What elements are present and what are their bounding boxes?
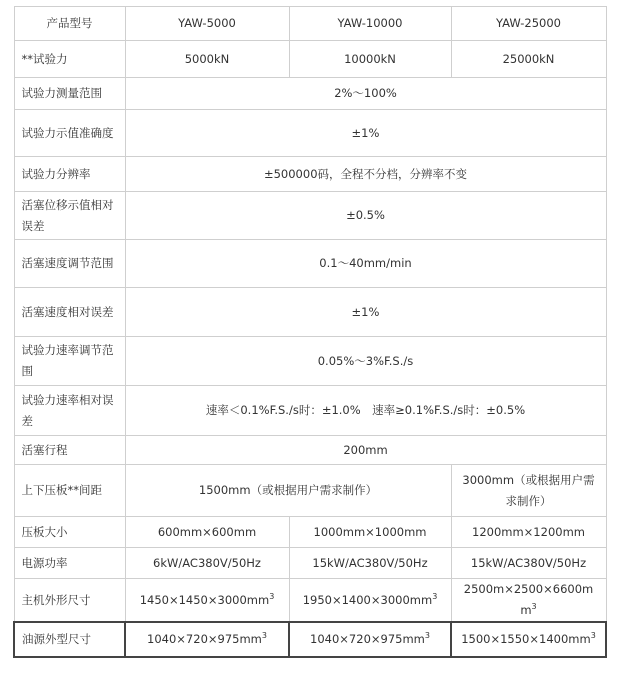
value-cell: 600mm×600mm — [125, 517, 289, 548]
value-text: 1950×1400×3000mm — [302, 592, 433, 607]
table-row — [14, 436, 606, 465]
table-row — [14, 240, 606, 288]
table-row — [14, 7, 606, 41]
value-cell — [289, 579, 451, 623]
model-header-cell: YAW-10000 — [289, 7, 451, 41]
value-cell: ±0.5% — [125, 192, 606, 240]
value-cell: 15kW/AC380V/50Hz — [289, 548, 451, 579]
value-text: 1040×720×975mm — [147, 632, 262, 646]
unit-exponent: 3 — [261, 631, 267, 641]
value-cell: 200mm — [125, 436, 606, 465]
row-label-cell: 试验力分辨率 — [14, 157, 125, 192]
row-label-cell: 试验力速率相对误差 — [14, 386, 125, 436]
table-row — [14, 465, 606, 517]
value-cell: 6kW/AC380V/50Hz — [125, 548, 289, 579]
value-text: 1500×1550×1400mm — [461, 632, 591, 646]
value-cell — [451, 579, 606, 623]
model-header-cell: YAW-25000 — [451, 7, 606, 41]
table-row — [14, 288, 606, 337]
row-label-cell: 油源外型尺寸 — [14, 622, 125, 657]
row-label-cell: 活塞速度相对误差 — [14, 288, 125, 337]
unit-exponent: 3 — [432, 591, 438, 601]
row-label-cell: 主机外形尺寸 — [14, 579, 125, 623]
spec-table-container — [13, 6, 605, 658]
value-text: 2500m×2500×6600mm — [463, 582, 594, 617]
spec-table — [13, 6, 607, 658]
value-cell: 0.1～40mm/min — [125, 240, 606, 288]
row-label-cell: 活塞位移示值相对误差 — [14, 192, 125, 240]
table-row — [14, 157, 606, 192]
header-label-cell: 产品型号 — [14, 7, 125, 41]
table-row — [14, 337, 606, 386]
value-cell: 1000mm×1000mm — [289, 517, 451, 548]
table-row — [14, 622, 606, 657]
value-cell: 3000mm（或根据用户需求制作） — [451, 465, 606, 517]
table-row — [14, 110, 606, 157]
unit-exponent: 3 — [269, 591, 275, 601]
value-text: 1450×1450×3000mm — [139, 592, 270, 607]
value-cell: 25000kN — [451, 41, 606, 78]
row-label-cell: 电源功率 — [14, 548, 125, 579]
row-label-cell: 压板大小 — [14, 517, 125, 548]
value-cell: 5000kN — [125, 41, 289, 78]
value-text: 1040×720×975mm — [310, 632, 425, 646]
value-cell — [125, 579, 289, 623]
row-label-cell: 试验力示值准确度 — [14, 110, 125, 157]
table-row — [14, 41, 606, 78]
unit-exponent: 3 — [424, 631, 430, 641]
value-cell: 速率＜0.1%F.S./s时：±1.0% 速率≥0.1%F.S./s时：±0.5% — [125, 386, 606, 436]
row-label-cell: 试验力速率调节范围 — [14, 337, 125, 386]
unit-exponent: 3 — [531, 602, 537, 612]
unit-exponent: 3 — [590, 631, 596, 641]
value-cell: 15kW/AC380V/50Hz — [451, 548, 606, 579]
table-row — [14, 78, 606, 110]
value-cell: ±500000码，全程不分档，分辨率不变 — [125, 157, 606, 192]
value-cell: ±1% — [125, 110, 606, 157]
value-cell: 0.05%～3%F.S./s — [125, 337, 606, 386]
row-label-cell: **试验力 — [14, 41, 125, 78]
value-cell — [451, 622, 606, 657]
row-label-cell: 试验力测量范围 — [14, 78, 125, 110]
value-cell: 1200mm×1200mm — [451, 517, 606, 548]
row-label-cell: 活塞速度调节范围 — [14, 240, 125, 288]
value-cell — [289, 622, 451, 657]
row-label-cell: 活塞行程 — [14, 436, 125, 465]
table-row — [14, 517, 606, 548]
model-header-cell: YAW-5000 — [125, 7, 289, 41]
value-cell: 2%～100% — [125, 78, 606, 110]
table-row — [14, 192, 606, 240]
value-cell: 10000kN — [289, 41, 451, 78]
table-row — [14, 579, 606, 623]
table-row — [14, 548, 606, 579]
value-cell — [125, 622, 289, 657]
value-cell: ±1% — [125, 288, 606, 337]
table-row — [14, 386, 606, 436]
row-label-cell: 上下压板**间距 — [14, 465, 125, 517]
value-cell: 1500mm（或根据用户需求制作） — [125, 465, 451, 517]
